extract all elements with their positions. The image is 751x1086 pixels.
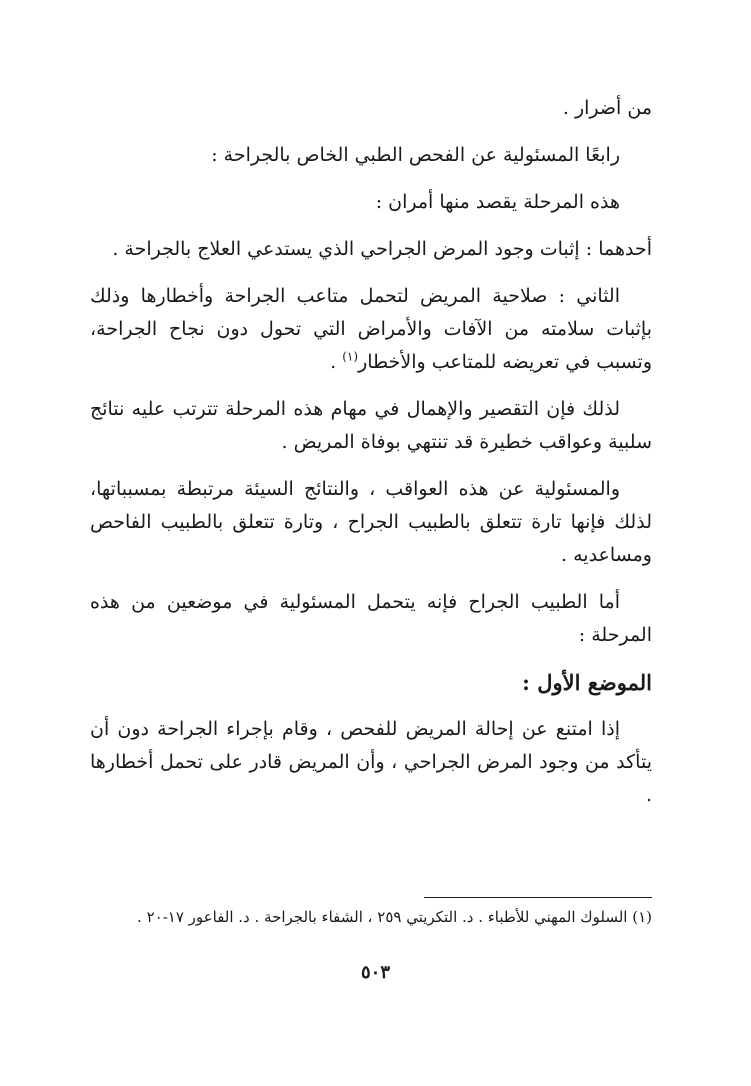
page-number: ٥٠٣ [360,962,390,983]
heading-first-position: الموضع الأول : [522,670,652,695]
footnote-reference: (١) [342,349,359,364]
paragraph-3: هذه المرحلة يقصد منها أمران : [375,191,620,213]
paragraph-second-matter-end: . [330,351,343,373]
paragraph-surgeon: أما الطبيب الجراح فإنه يتحمل المسئولية في موضعين من هذه المرحلة : [90,591,652,646]
footnote-divider [424,897,652,898]
page-body [90,92,652,826]
paragraph-responsibility: والمسئولية عن هذه العواقب ، والنتائج السيئة مرتبطة بمسبباتها، لذلك فإنها تارة تتعلق بالطبيب الجراح ، وتارة تتعلق بالطبيب الفاحص ومساعديه . [90,478,652,566]
paragraph-second-matter-text: الثاني : صلاحية المريض لتحمل متاعب الجراحة وأخطارها وذلك بإثبات سلامته من الآفات والأمراض التي تحول دون نجاح الجراحة، وتسبب في تعريضه للمتاعب والأخطار [90,285,652,373]
footnote: (١) السلوك المهني للأطباء . د. التكريتي ٢٥٩ ، الشفاء بالجراحة . د. الفاعور ١٧-٢٠ . [137,908,652,926]
paragraph-first-matter: أحدهما : إثبات وجود المرض الجراحي الذي يستدعي العلاج بالجراحة . [112,238,652,260]
section-title-fourth: رابعًا المسئولية عن الفحص الطبي الخاص بالجراحة : [211,144,620,166]
paragraph-negligence: لذلك فإن التقصير والإهمال في مهام هذه المرحلة تترتب عليه نتائج سلبية وعواقب خطيرة قد تنتهي بوفاة المريض . [90,398,652,453]
paragraph-refusal: إذا امتنع عن إحالة المريض للفحص ، وقام بإجراء الجراحة دون أن يتأكد من وجود المرض الجراحي ، وأن المريض قادر على تحمل أخطارها . [90,718,652,806]
paragraph-1: من أضرار . [562,97,652,119]
paragraph-second-matter [90,280,652,379]
